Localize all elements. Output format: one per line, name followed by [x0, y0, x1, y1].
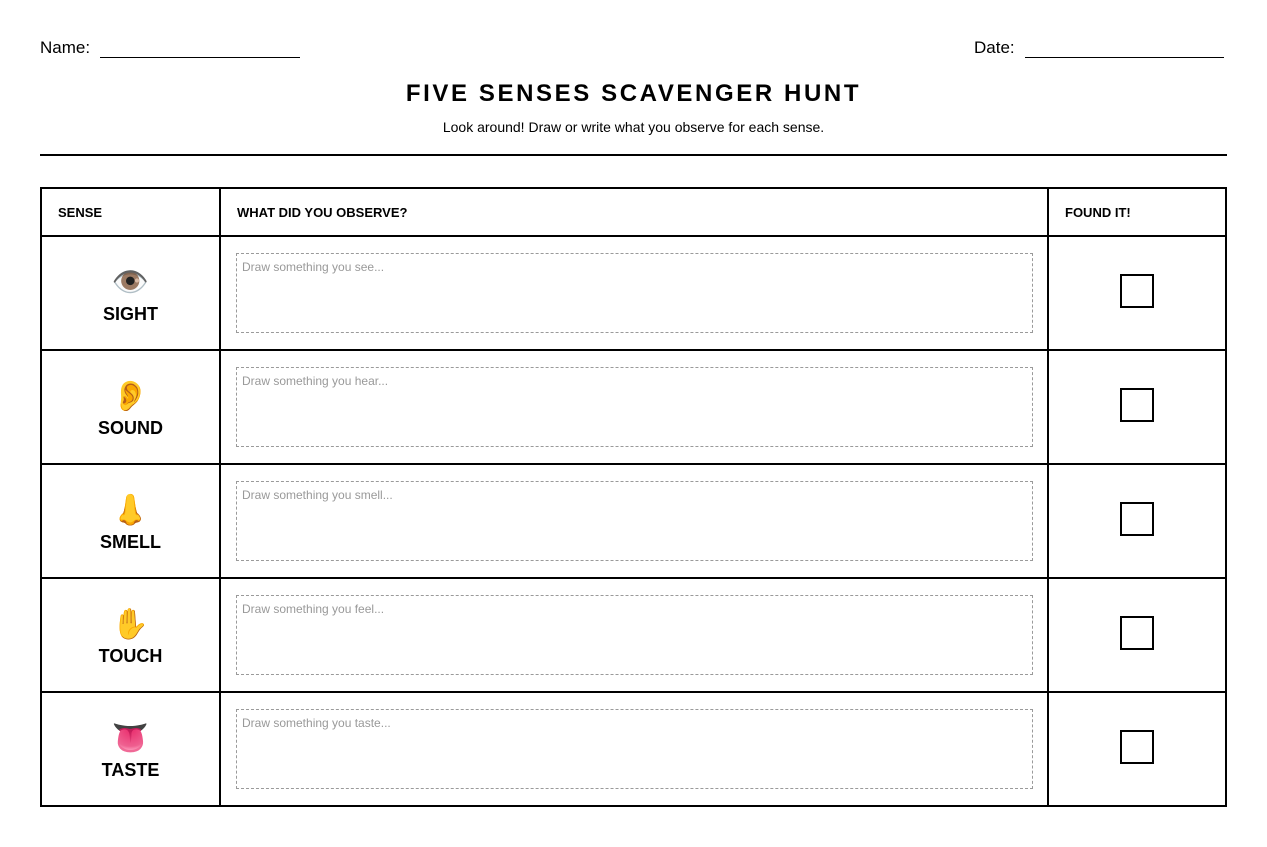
found-checkbox[interactable]: [1120, 730, 1154, 764]
found-checkbox[interactable]: [1120, 616, 1154, 650]
table-row-sight: [41, 236, 1226, 350]
draw-area[interactable]: Draw something you taste...: [236, 709, 1033, 789]
column-header-sense: SENSE: [41, 188, 220, 236]
found-cell: [1048, 578, 1226, 692]
observe-cell: [220, 350, 1048, 464]
page-title: FIVE SENSES SCAVENGER HUNT: [405, 80, 862, 107]
observe-cell: [220, 464, 1048, 578]
sense-label: TASTE: [101, 759, 160, 780]
found-cell: [1048, 464, 1226, 578]
found-cell: [1048, 692, 1226, 806]
ear-icon: 👂: [111, 379, 150, 413]
found-cell: [1048, 350, 1226, 464]
name-input-line[interactable]: [100, 41, 300, 58]
found-cell: [1048, 236, 1226, 350]
sense-label: SIGHT: [102, 303, 158, 324]
sense-cell: [41, 236, 220, 350]
sense-cell: [41, 578, 220, 692]
sense-label: SMELL: [100, 531, 161, 552]
table-row-smell: [41, 464, 1226, 578]
draw-area[interactable]: Draw something you hear...: [236, 367, 1033, 447]
draw-area[interactable]: Draw something you smell...: [236, 481, 1033, 561]
page-subtitle: Look around! Draw or write what you observe for each sense.: [442, 119, 825, 135]
observe-cell: [220, 236, 1048, 350]
tongue-icon: 👅: [111, 721, 150, 755]
senses-table: [40, 187, 1227, 807]
observe-cell: [220, 578, 1048, 692]
hand-icon: ✋: [111, 607, 150, 641]
table-row-touch: [41, 578, 1226, 692]
table-row-sound: [41, 350, 1226, 464]
sense-cell: [41, 464, 220, 578]
sense-cell: [41, 350, 220, 464]
found-checkbox[interactable]: [1120, 388, 1154, 422]
observe-cell: [220, 692, 1048, 806]
date-label: Date:: [974, 38, 1015, 57]
draw-area[interactable]: Draw something you feel...: [236, 595, 1033, 675]
eye-icon: 👁️: [111, 265, 150, 299]
sense-cell: [41, 692, 220, 806]
header-divider: [40, 154, 1227, 156]
date-input-line[interactable]: [1025, 41, 1224, 58]
found-checkbox[interactable]: [1120, 274, 1154, 308]
column-header-found: FOUND IT!: [1048, 188, 1226, 236]
nose-icon: 👃: [111, 493, 150, 527]
column-header-observe: WHAT DID YOU OBSERVE?: [220, 188, 1048, 236]
found-checkbox[interactable]: [1120, 502, 1154, 536]
sense-label: SOUND: [97, 417, 163, 438]
date-field: [974, 38, 1224, 58]
sense-label: TOUCH: [98, 645, 163, 666]
name-field: [40, 38, 300, 58]
name-label: Name:: [40, 38, 91, 57]
draw-area[interactable]: Draw something you see...: [236, 253, 1033, 333]
table-row-taste: [41, 692, 1226, 806]
table-header-row: [41, 188, 1226, 236]
